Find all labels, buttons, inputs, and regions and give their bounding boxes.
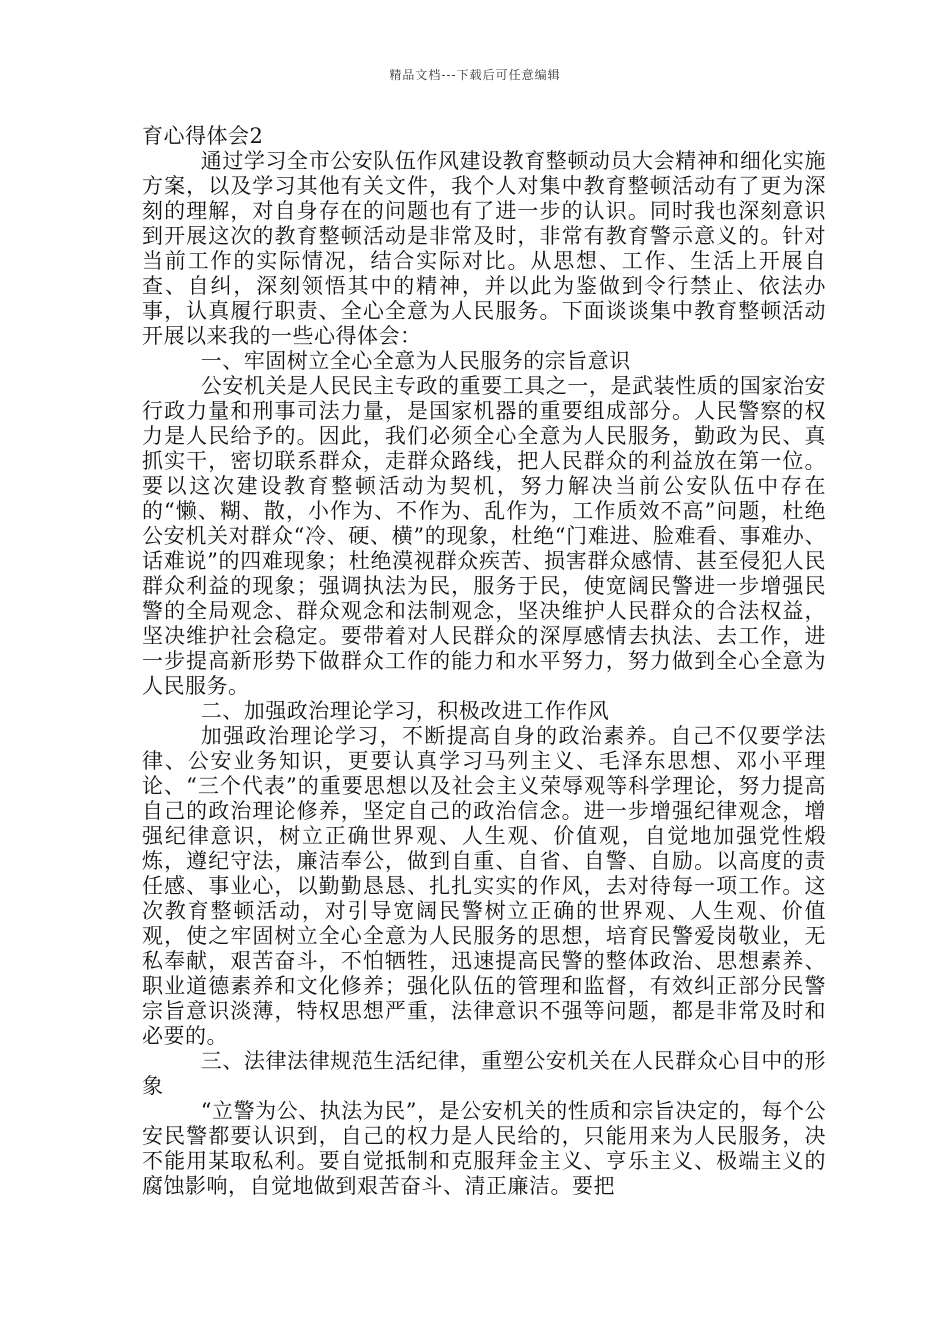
section-heading-3: 三、法律法律规范生活纪律，重塑公安机关在人民群众心目中的形象 bbox=[142, 1049, 826, 1098]
paragraph-section-3: “立警为公、执法为民”，是公安机关的性质和宗旨决定的，每个公安民警都要认识到，自己的权力是人民给的，只能用来为人民服务，决不能用某取私利。要自觉抵制和克服拜金主义、亨乐主义、极端主义的腐蚀影响，自觉地做到艰苦奋斗、清正廉洁。要把 bbox=[142, 1099, 826, 1198]
section-heading-1: 一、牢固树立全心全意为人民服务的宗旨意识 bbox=[200, 349, 631, 373]
paragraph-intro: 通过学习全市公安队伍作风建设教育整顿动员大会精神和细化实施方案，以及学习其他有关文件，我个人对集中教育整顿活动有了更为深刻的理解，对自身存在的问题也有了进一步的认识。同时我也深刻意识到开展这次的教育整顿活动是非常及时，非常有教育警示意义的。针对当前工作的实际情况，结合实际对比。从思想、工作、生活上开展自查、自纠，深刻领悟其中的精神，并以此为鉴做到令行禁止、依法办事，认真履行职责、全心全意为人民服务。下面谈谈集中教育整顿活动开展以来我的一些心得体会： bbox=[142, 149, 826, 348]
section-heading-2: 二、加强政治理论学习，积极改进工作作风 bbox=[200, 699, 610, 723]
document-body bbox=[142, 124, 826, 1199]
paragraph-section-2: 加强政治理论学习，不断提高自身的政治素养。自己不仅要学法律、公安业务知识，更要认真学习马列主义、毛泽东思想、邓小平理论、“三个代表”的重要思想以及社会主义荣辱观等科学理论，努力提高自己的政治理论修养，坚定自己的政治信念。进一步增强纪律观念，增强纪律意识，树立正确世界观、人生观、价值观，自觉地加强党性煅炼，遵纪守法，廉洁奉公，做到自重、自省、自警、自励。以高度的责任感、事业心，以勤勤恳恳、扎扎实实的作风，去对待每一项工作。这次教育整顿活动，对引导宽阔民警树立正确的世界观、人生观、价值观，使之牢固树立全心全意为人民服务的思想，培育民警爱岗敬业，无私奉献，艰苦奋斗，不怕牺牲，迅速提高民警的整体政治、思想素养、职业道德素养和文化修养；强化队伍的管理和监督，有效纠正部分民警宗旨意识淡薄，特权思想严重，法律意识不强等问题，都是非常及时和必要的。 bbox=[142, 724, 826, 1048]
document-title: 育心得体会2 bbox=[142, 124, 264, 148]
paragraph-section-1: 公安机关是人民民主专政的重要工具之一，是武装性质的国家治安行政力量和刑事司法力量，是国家机器的重要组成部分。人民警察的权力是人民给予的。因此，我们必须全心全意为人民服务，勤政为民、真抓实干，密切联系群众，走群众路线，把人民群众的利益放在第一位。要以这次建设教育整顿活动为契机，努力解决当前公安队伍中存在的“懒、糊、散，小作为、不作为、乱作为，工作质效不高”问题，杜绝公安机关对群众“冷、硬、横”的现象，杜绝“门难进、脸难看、事难办、话难说”的四难现象；杜绝漠视群众疾苦、损害群众感情、甚至侵犯人民群众利益的现象；强调执法为民，服务于民，使宽阔民警进一步增强民警的全局观念、群众观念和法制观念，坚决维护人民群众的合法权益，坚决维护社会稳定。要带着对人民群众的深厚感情去执法、去工作，进一步提高新形势下做群众工作的能力和水平努力，努力做到全心全意为人民服务。 bbox=[142, 374, 826, 698]
page-header: 精品文档---下载后可任意编辑 bbox=[389, 68, 561, 82]
